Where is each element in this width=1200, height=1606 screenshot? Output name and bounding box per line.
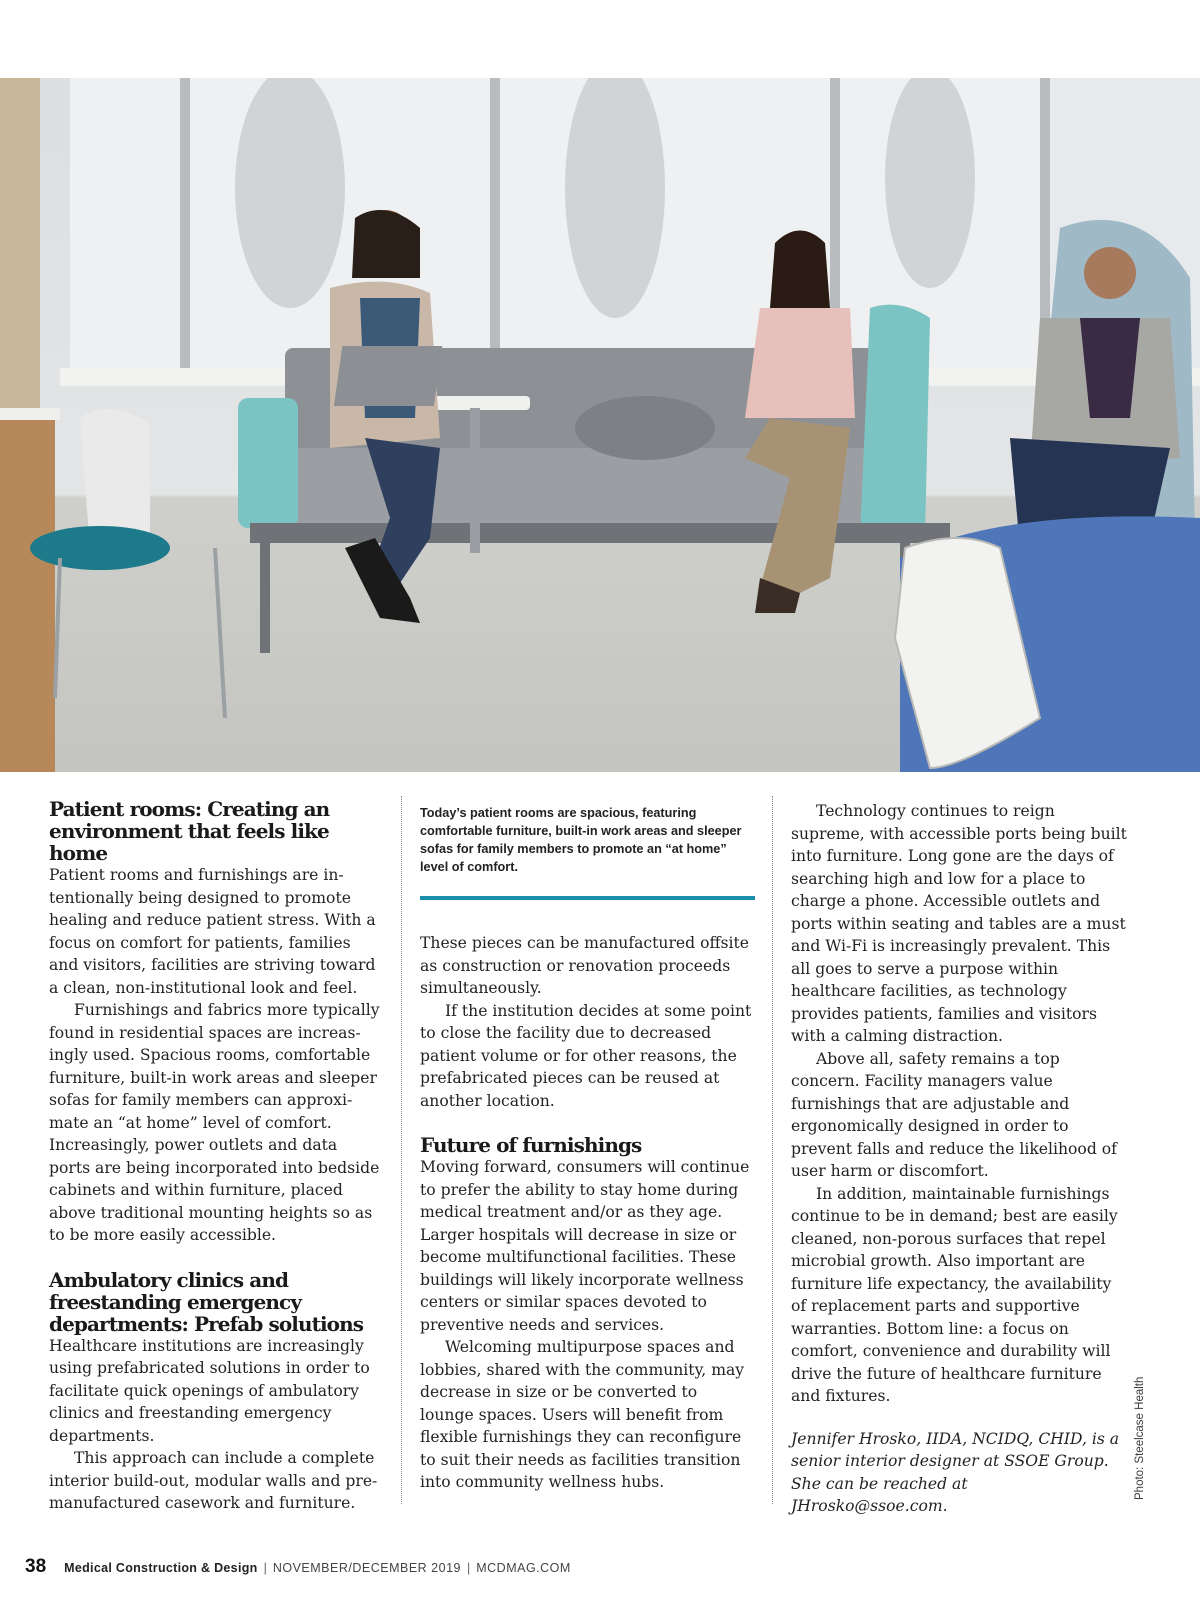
photo-credit: Photo: Steelcase Health — [1134, 1376, 1146, 1500]
section-heading-patient-rooms: Patient rooms: Creating an environment that feels like home — [49, 797, 330, 865]
paragraph: This approach can include a complete interior build-out, modular walls and pre-manufactured casework and furniture. — [49, 1449, 378, 1512]
author-bio: Jennifer Hrosko, IIDA, NCIDQ, CHID, is a senior interior designer at SSOE Group. She can be reached at JHrosko@ssoe.com. — [791, 1429, 1120, 1515]
paragraph: Technology continues to reign supreme, with accessible ports being built into furniture. Long gone are the days of searching high and low for a place to charge a phone. Accessible outlets and ports within seating and tables are a must and Wi-Fi is increasingly prevalent. This all goes to serve a purpose within healthcare facilities, as technology provides patients, families and visitors with a calming distraction. — [791, 802, 1127, 1045]
hospital-bed — [895, 516, 1200, 772]
paragraph: If the institution decides at some point to close the facility due to decreased patient volume or for other reasons, the prefabricated pieces can be reused at another location. — [420, 1001, 752, 1110]
side-chair — [30, 409, 225, 718]
page-number: 38 — [25, 1556, 47, 1577]
window-panes — [70, 78, 1200, 378]
column-divider — [772, 796, 773, 1504]
column-divider — [401, 796, 402, 1504]
patient-room-illustration — [0, 78, 1200, 772]
footer-separator: | — [263, 1561, 267, 1575]
paragraph: Healthcare institutions are increasingly using prefabricated solutions in order to facilitate quick openings of ambulatory clinics and freestanding emergency departments. — [49, 1336, 370, 1445]
paragraph: Above all, safety remains a top concern. Facility managers value furnishings that are adjustable and ergonomically designed in order to prevent falls and reduce the likelihood of user harm or discomfort. — [791, 1049, 1117, 1180]
column-1 — [49, 798, 381, 1515]
cabinet — [0, 408, 55, 772]
paragraph: Moving forward, consumers will continue to prefer the ability to stay home during medical treatment and/or as they age. Larger hospitals will decrease in size or become multifunctional facilities. These buildings will likely incorporate wellness centers or similar spaces devoted to preventive needs and services. — [420, 1158, 750, 1334]
website-link[interactable]: MCDMAG.COM — [476, 1561, 571, 1575]
issue-date: NOVEMBER/DECEMBER 2019 — [272, 1561, 461, 1575]
caption-rule — [420, 896, 755, 900]
page-footer — [25, 1556, 571, 1580]
photo-caption: Today’s patient rooms are spacious, featuring comfortable furniture, built-in work areas and sleeper sofas for family members to promote an “at home” level of comfort. — [420, 806, 742, 874]
paragraph: Welcoming multipurpose spaces and lobbies, shared with the community, may decrease in size or be converted to lounge spaces. Users will benefit from flexible furnishings they can reconfigure to suit their needs as facilities transition into community wellness hubs. — [420, 1338, 745, 1491]
section-heading-future: Future of furnishings — [420, 1133, 642, 1157]
bag — [575, 396, 715, 460]
paragraph: In addition, maintainable furnishings continue to be in demand; best are easily cleaned, non-porous surfaces that repel microbial growth. Also important are furniture life expectancy, the availability of replacement parts and supportive warranties. Bottom line: a focus on comfort, convenience and durability will drive the future of healthcare furniture and fixtures. — [791, 1184, 1118, 1405]
paragraph: Furnishings and fabrics more typically found in residential spaces are increasingly used. Spacious rooms, comfortable furniture, built-in work areas and sleeper sofas for family members can approximate an “at home” level of comfort. Increasingly, power outlets and data ports are being incorporated into bedside cabinets and within furniture, placed above traditional mounting heights so as to be more easily accessible. — [49, 1001, 380, 1244]
footer-separator: | — [466, 1561, 471, 1575]
paragraph: Patient rooms and furnishings are intentionally being designed to promote healing and reduce patient stress. With a focus on comfort for patients, families and visitors, facilities are striving toward a clean, non-institutional look and feel. — [49, 866, 376, 997]
column-2 — [420, 804, 755, 1494]
paragraph: These pieces can be manufactured offsite as construction or renovation proceeds simultaneously. — [420, 934, 750, 997]
hero-photo — [0, 78, 1200, 772]
magazine-name: Medical Construction & Design — [64, 1561, 258, 1575]
column-3 — [791, 800, 1127, 1518]
section-heading-ambulatory: Ambulatory clinics and freestanding emergency departments: Prefab solutions — [49, 1267, 364, 1336]
